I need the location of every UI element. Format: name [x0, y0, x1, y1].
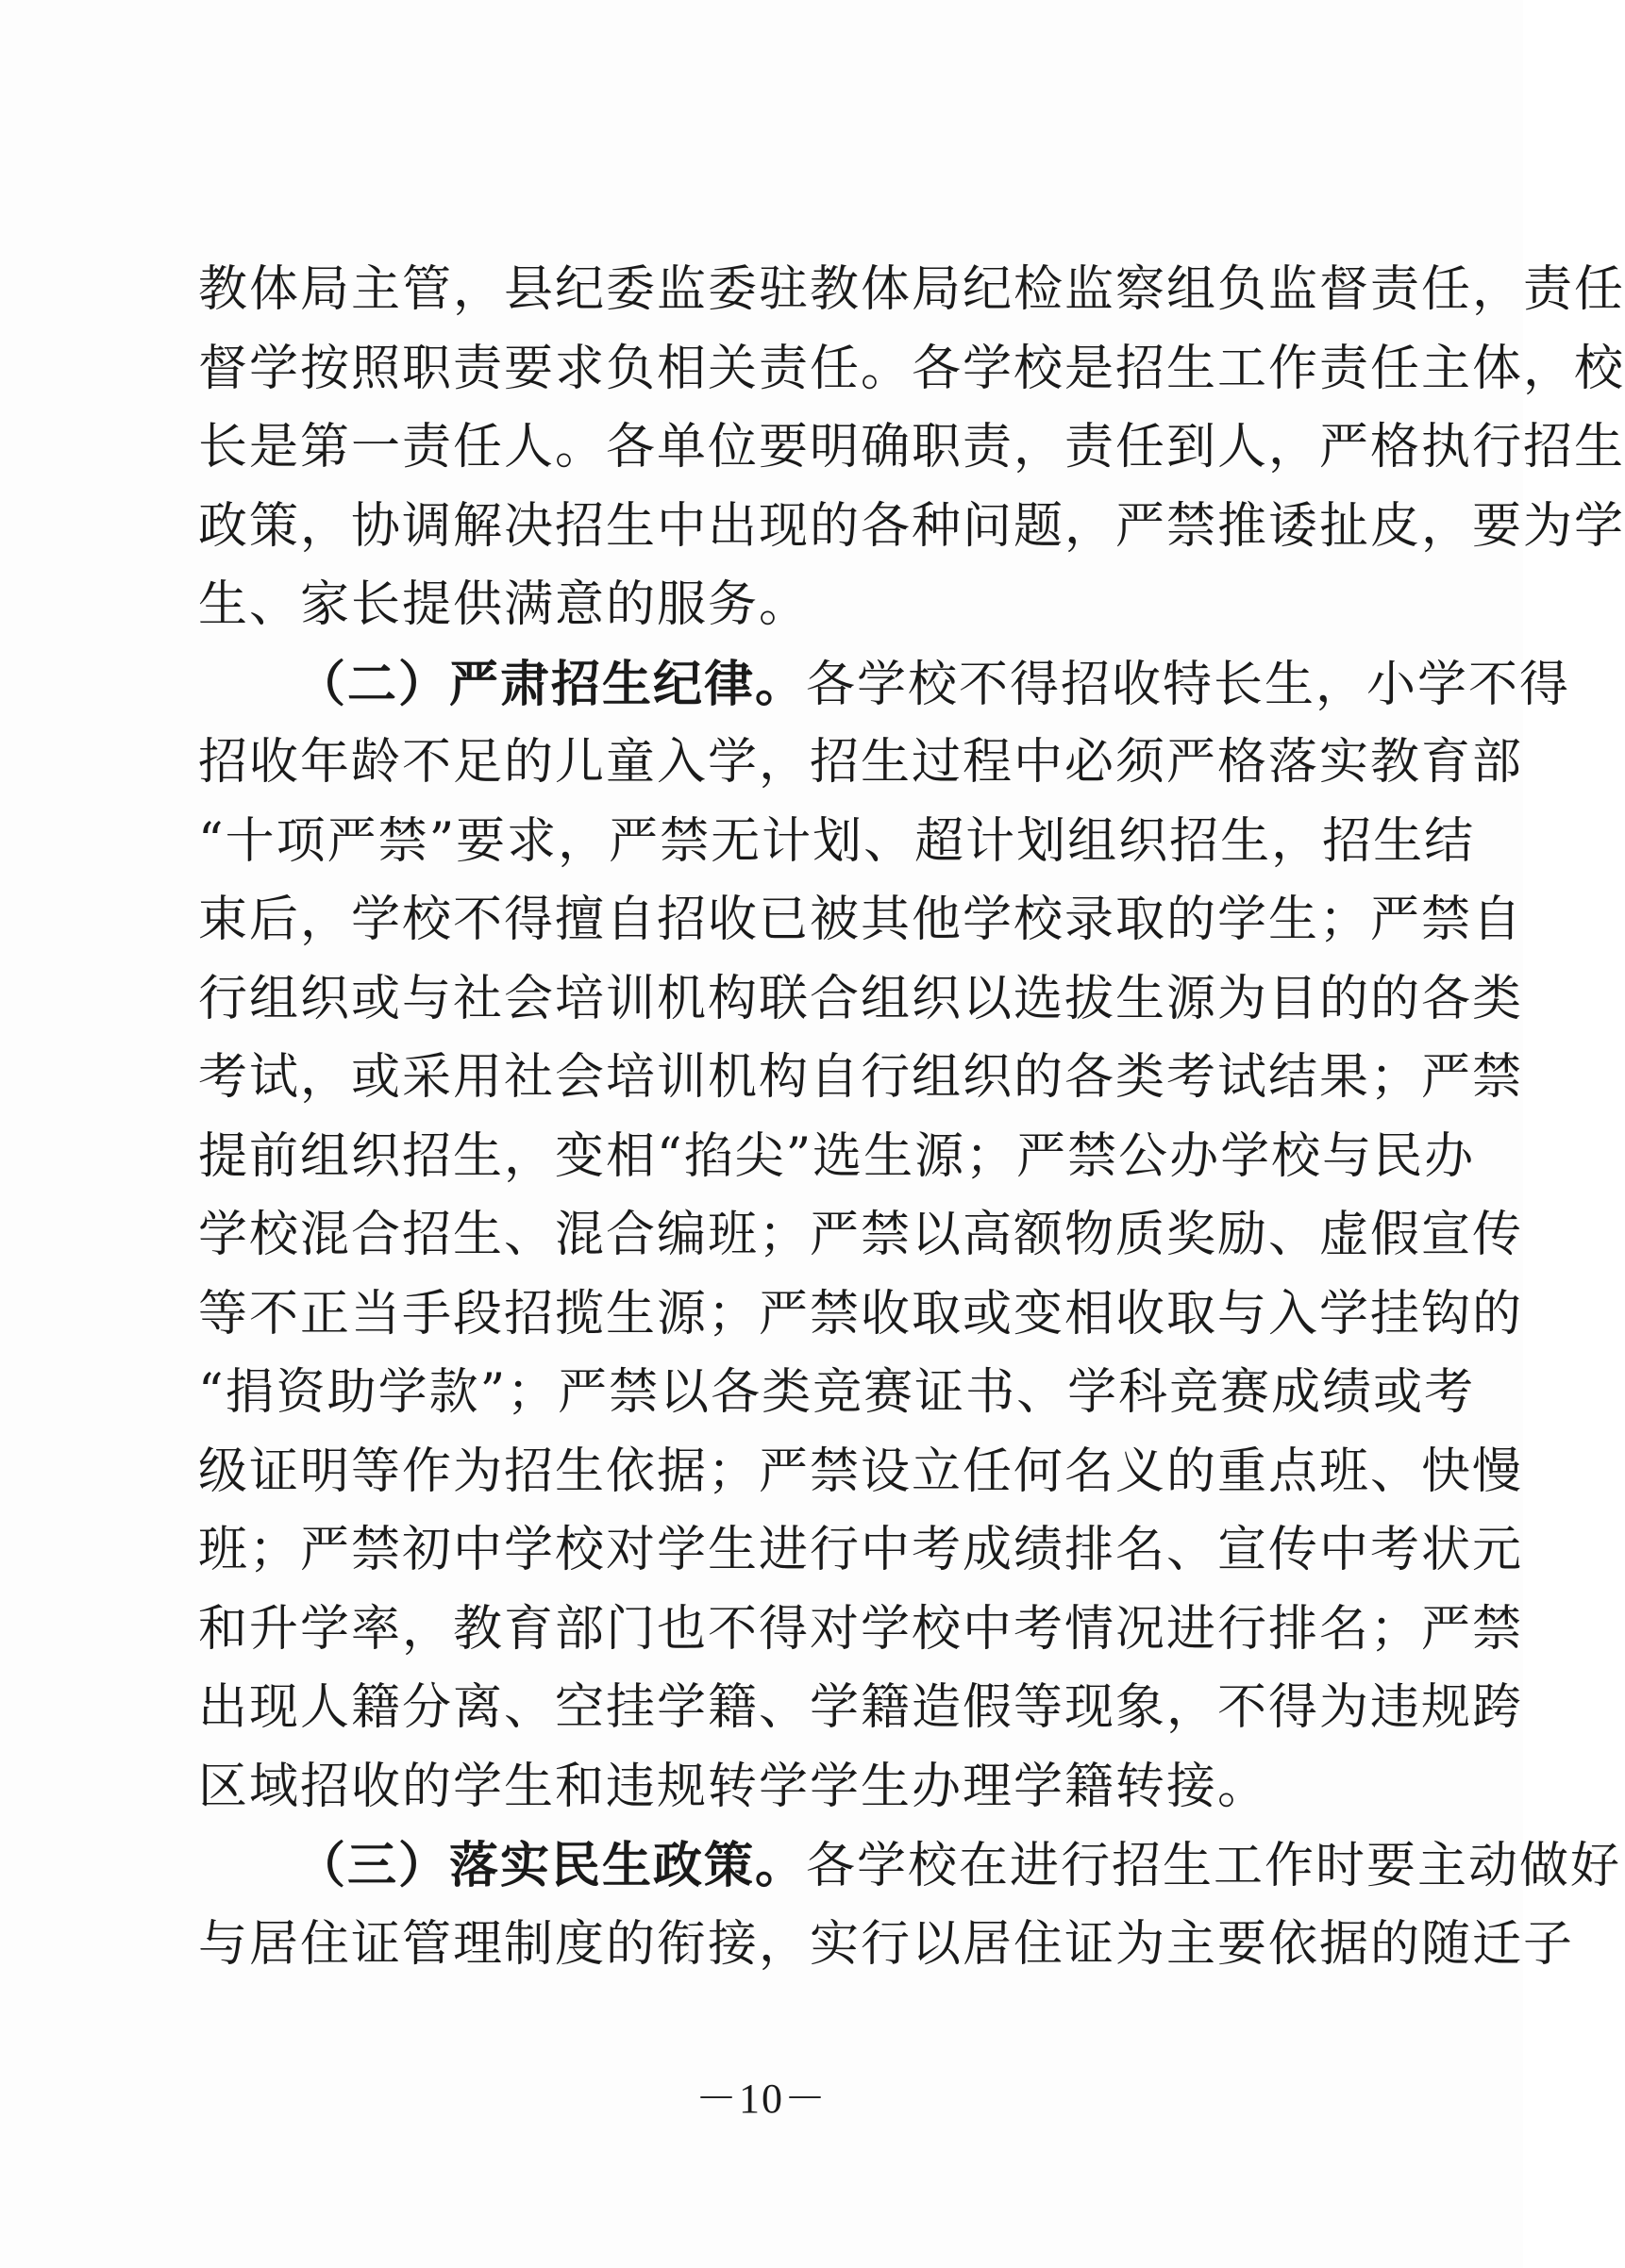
- text-line: “捐资助学款”；严禁以各类竞赛证书、学科竞赛成绩或考: [198, 1364, 1476, 1421]
- text-line: 招收年龄不足的儿童入学，招生过程中必须严格落实教育部: [198, 734, 1524, 791]
- text-line: 和升学率，教育部门也不得对学校中考情况进行排名；严禁: [198, 1600, 1524, 1658]
- text-span: 各学校在进行招生工作时要主动做好: [806, 1838, 1622, 1894]
- text-line: 级证明等作为招生依据；严禁设立任何名义的重点班、快慢: [198, 1443, 1524, 1500]
- text-line: 长是第一责任人。各单位要明确职责，责任到人，严格执行招生: [198, 419, 1625, 475]
- text-line: 行组织或与社会培训机构联合组织以选拔生源为目的的各类: [198, 970, 1524, 1027]
- text-line: “十项严禁”要求，严禁无计划、超计划组织招生，招生结: [198, 812, 1476, 870]
- paragraph-first-line: [198, 645, 1571, 725]
- text-line: 生、家长提供满意的服务。: [198, 576, 811, 633]
- text-line: 等不正当手段招揽生源；严禁收取或变相收取与入学挂钩的: [198, 1285, 1524, 1342]
- text-line: 与居住证管理制度的衔接，实行以居住证为主要依据的随迁子: [198, 1915, 1575, 1973]
- paragraph-first-line: [198, 1826, 1622, 1906]
- text-line: 束后，学校不得擅自招收已被其他学校录取的学生；严禁自: [198, 892, 1524, 948]
- section-heading: （三）落实民生政策。: [296, 1837, 807, 1894]
- text-line: 考试，或采用社会培训机构自行组织的各类考试结果；严禁: [198, 1049, 1524, 1106]
- section-heading: （二）严肃招生纪律。: [296, 655, 807, 713]
- page-number: －10－: [695, 2076, 828, 2122]
- text-line: 班；严禁初中学校对学生进行中考成绩排名、宣传中考状元: [198, 1522, 1524, 1578]
- text-line: 教体局主管，县纪委监委驻教体局纪检监察组负监督责任，责任: [198, 261, 1625, 318]
- text-line: 区域招收的学生和违规转学学生办理学籍转接。: [198, 1758, 1269, 1815]
- text-line: 学校混合招生、混合编班；严禁以高额物质奖励、虚假宣传: [198, 1207, 1524, 1263]
- text-line: 政策，协调解决招生中出现的各种问题，严禁推诿扯皮，要为学: [198, 497, 1625, 555]
- text-span: 各学校不得招收特长生，小学不得: [806, 656, 1571, 713]
- body-text: [198, 251, 1625, 1984]
- text-line: 出现人籍分离、空挂学籍、学籍造假等现象，不得为违规跨: [198, 1679, 1524, 1736]
- text-line: 提前组织招生，变相“掐尖”选生源；严禁公办学校与民办: [198, 1127, 1476, 1185]
- text-line: 督学按照职责要求负相关责任。各学校是招生工作责任主体，校: [198, 340, 1625, 397]
